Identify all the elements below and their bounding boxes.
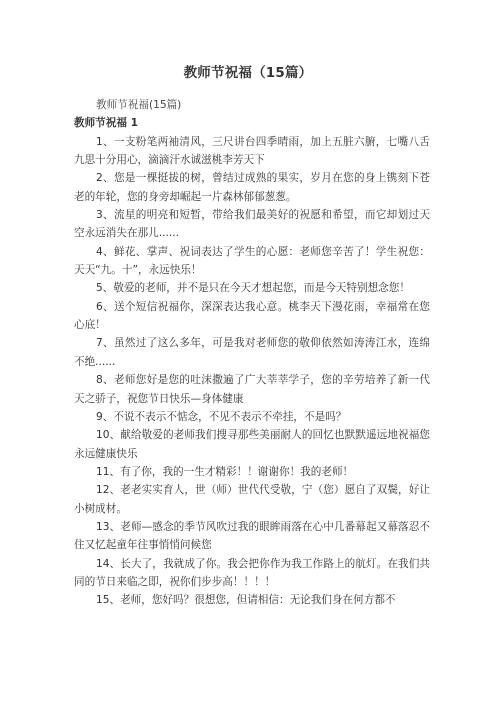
document-body — [74, 96, 430, 610]
paragraph: 14、长大了，我就成了你。我会把你作为我工作路上的航灯。在我们共同的节日来临之即，祝你们步步高！！！！ — [74, 557, 430, 588]
document-subtitle: 教师节祝福(15篇) — [96, 99, 182, 111]
paragraph: 10、献给敬爱的老师我们搜寻那些美丽耐人的回忆也默默遥远地祝福您永远健康快乐 — [74, 429, 430, 460]
paragraph: 11、有了你，我的一生才精彩！！谢谢你！我的老师！ — [96, 465, 354, 478]
paragraph: 15、老师，您好吗？很想您，但请相信：无论我们身在何方都不 — [96, 594, 396, 607]
paragraph: 2、您是一棵挺拔的树，曾结过成熟的果实，岁月在您的身上镌刻下苍老的年轮，您的身旁却崛起一片森林郁郁葱葱。 — [74, 172, 430, 203]
paragraph: 12、老老实实育人，世（师）世代代受敬，宁（您）愿自了双鬓，好让小树成材。 — [74, 484, 430, 515]
paragraph: 9、不说不表示不惦念，不见不表示不牵挂，不是吗？ — [96, 410, 347, 423]
paragraph: 13、老师—感念的季节风吹过我的眼眸雨落在心中几番幕起又幕落忍不住又忆起童年往事悄悄问候您 — [74, 520, 430, 552]
paragraph: 7、虽然过了这么多年，可是我对老师您的敬仰依然如涛涛江水，连绵不绝...... — [74, 337, 430, 368]
document-title: 教师节祝福（15篇） — [183, 65, 313, 81]
section-heading: 教师节祝福 1 — [74, 117, 139, 130]
paragraph: 1、一支粉笔两袖清风，三尺讲台四季晴雨，加上五脏六腑，七嘴八舌九思十分用心，滴滴汗水诚滋桃李芳天下 — [74, 135, 430, 167]
paragraph: 5、敬爱的老师，并不是只在今天才想起您，而是今天特别想念您！ — [96, 282, 410, 295]
paragraph: 4、鲜花、掌声、祝词表达了学生的心愿：老师您辛苦了！学生祝您：天天“九。十”，永远快乐！ — [74, 245, 430, 277]
paragraph: 6、送个短信祝福你，深深表达我心意。桃李天下漫花雨，幸福常在您心底！ — [74, 300, 430, 332]
paragraph: 3、流星的明亮和短暂，带给我们最美好的祝愿和希望，而它却划过天空永远消失在那儿...... — [74, 209, 430, 240]
paragraph: 8、老师您好是您的吐沫撒遍了广大莘莘学子，您的辛劳培养了新一代天之骄子，祝您节日快乐—身体健康 — [74, 374, 430, 405]
